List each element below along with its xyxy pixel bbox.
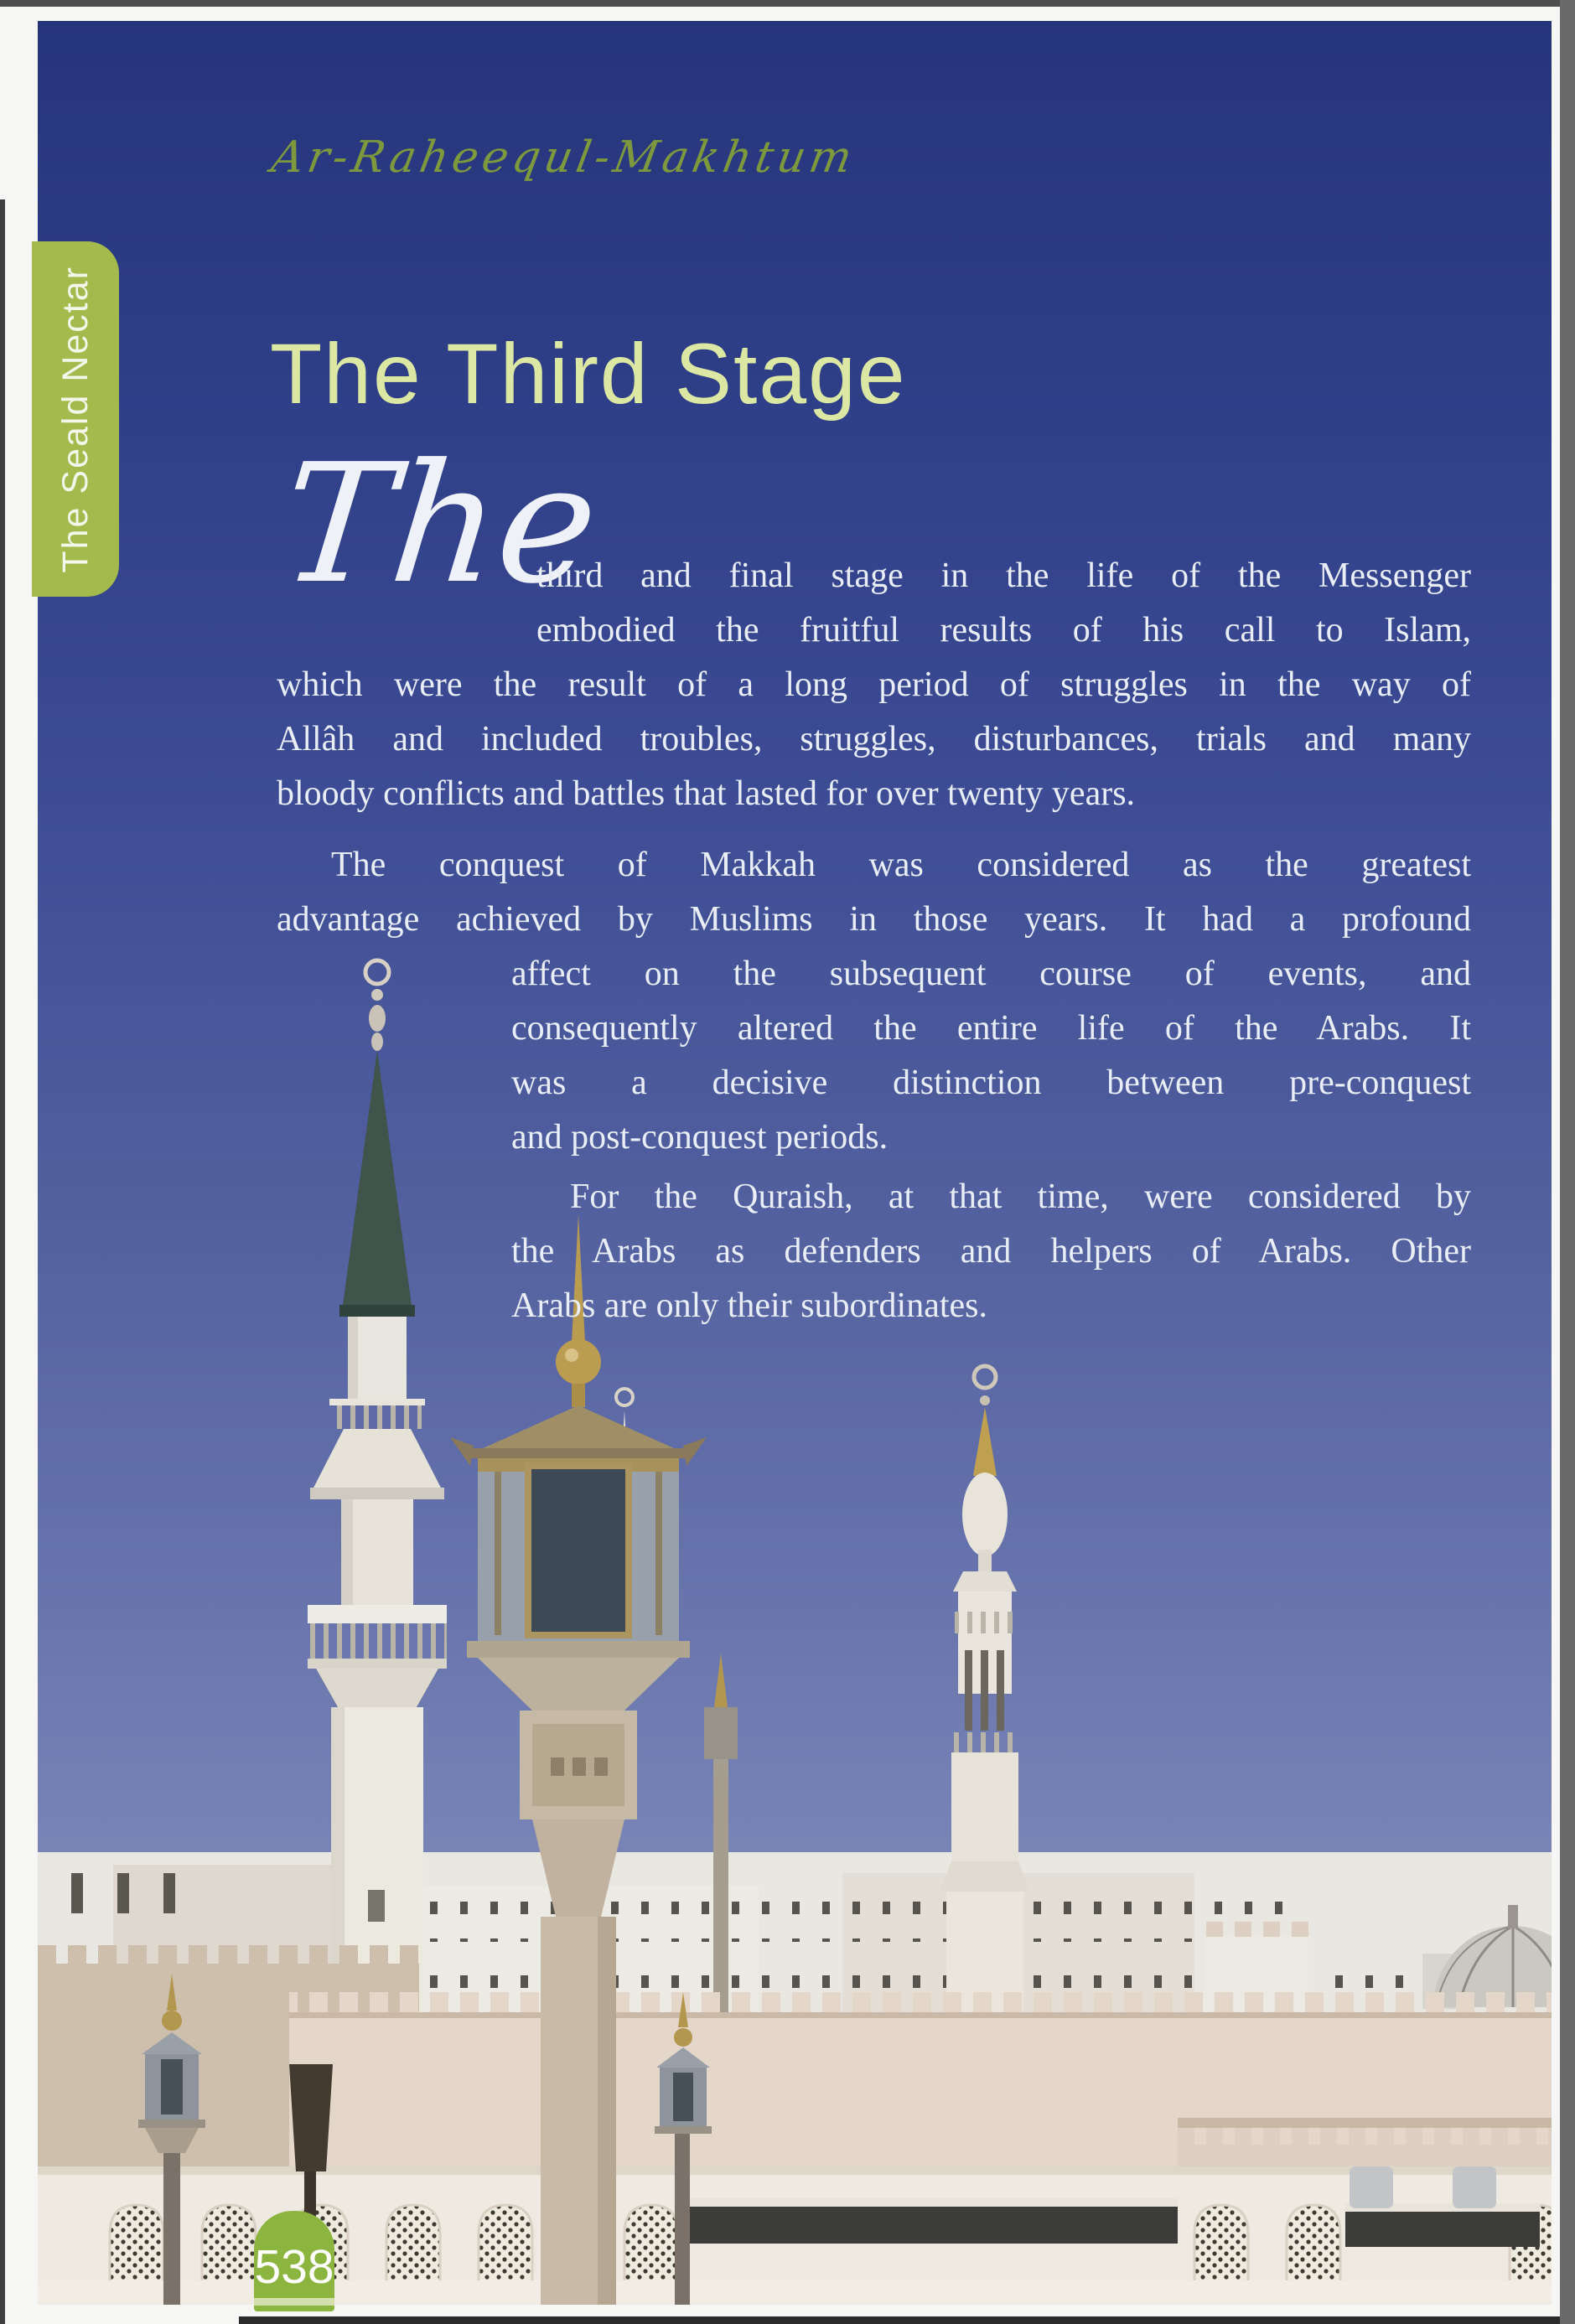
paragraph-line: affect on the subsequent course of events, and	[511, 955, 1471, 993]
paragraph-3	[277, 1170, 1471, 1333]
paragraph-line: the Arabs as defenders and helpers of Arabs. Other	[511, 1232, 1471, 1271]
page-badge-stripe	[254, 2298, 334, 2306]
right-minaret	[940, 1366, 1030, 2017]
paragraph-line: third and final stage in the life of the Messenger	[536, 556, 1471, 595]
paragraph-line: embodied the fruitful results of his call to Islam,	[536, 611, 1471, 650]
chapter-side-tab-label: The Seald Nectar	[54, 265, 96, 573]
chapter-side-tab	[32, 241, 119, 597]
paragraph-line: The conquest of Makkah was considered as the greatest	[331, 846, 1471, 884]
paragraph-line: consequently altered the entire life of the Arabs. It	[511, 1009, 1471, 1048]
paragraph-line: was a decisive distinction between pre-conquest	[511, 1064, 1471, 1102]
page-number-badge	[254, 2211, 334, 2311]
paragraph-line: advantage achieved by Muslims in those years. It had a profound	[277, 900, 1471, 939]
paragraph-line: and post-conquest periods.	[511, 1118, 889, 1157]
paragraph-line: bloody conflicts and battles that lasted for over twenty years.	[277, 774, 1136, 813]
decorative-initial-word: The	[273, 429, 606, 620]
scan-edge-bottom	[239, 2316, 1560, 2324]
scan-edge-left	[0, 199, 5, 2324]
chapter-title: The Third Stage	[270, 326, 907, 422]
paragraph-line: For the Quraish, at that time, were considered by	[570, 1178, 1471, 1216]
paragraph-line: Allâh and included troubles, struggles, disturbances, trials and many	[277, 720, 1471, 758]
paragraph-line: which were the result of a long period of struggles in the way of	[277, 665, 1471, 704]
paragraph-1	[277, 549, 1471, 821]
running-header-script: Ar-Raheequl-Makhtum	[267, 132, 860, 183]
scan-edge-top	[0, 0, 1575, 7]
paragraph-line: Arabs are only their subordinates.	[511, 1286, 988, 1325]
paragraph-2	[277, 838, 1471, 1165]
scan-edge-right	[1560, 0, 1575, 2324]
walkway-bands	[683, 2198, 1540, 2247]
page-number: 538	[254, 2240, 334, 2294]
